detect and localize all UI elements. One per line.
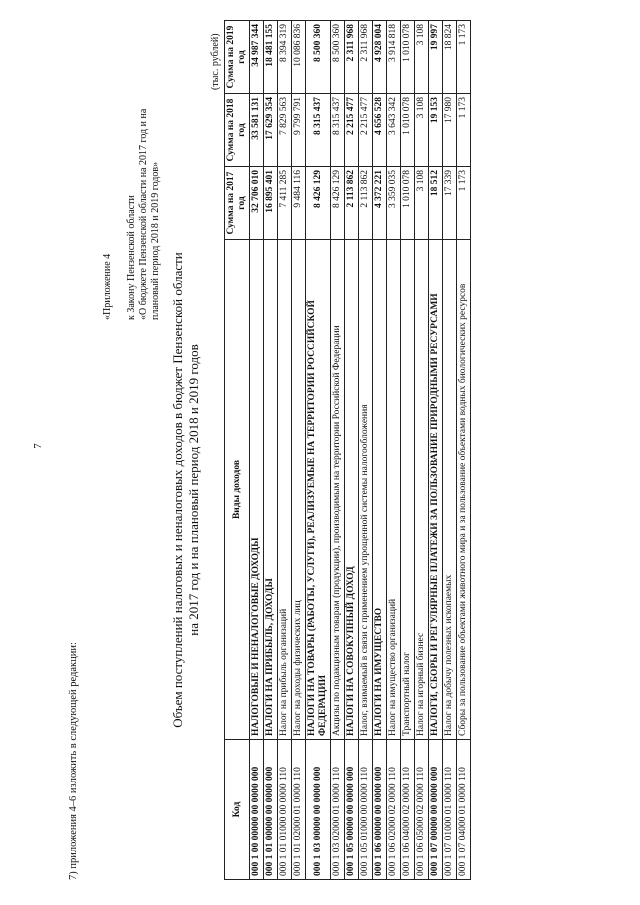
header-code: Код — [225, 740, 250, 880]
cell-y2017: 32 706 010 — [250, 167, 264, 240]
appendix-header — [102, 20, 162, 320]
budget-table — [224, 20, 471, 880]
cell-y2019: 3 914 818 — [387, 21, 401, 94]
header-2017: Сумма на 2017 год — [225, 167, 250, 240]
table-row — [457, 21, 471, 880]
table-header-row — [225, 21, 250, 880]
cell-y2018: 8 315 437 — [306, 94, 331, 167]
table-row — [387, 21, 401, 880]
cell-code: 000 1 07 01000 01 0000 110 — [443, 740, 457, 880]
cell-y2018: 3 643 342 — [387, 94, 401, 167]
cell-code: 000 1 01 01000 00 0000 110 — [278, 740, 292, 880]
appendix-line-2: «О бюджете Пензенской области на 2017 год и на — [138, 108, 149, 320]
cell-y2018: 2 215 477 — [345, 94, 359, 167]
table-row — [331, 21, 345, 880]
cell-code: 000 1 03 00000 00 0000 000 — [306, 740, 331, 880]
appendix-line-3: плановый период 2018 и 2019 годов» — [150, 161, 161, 320]
table-row — [278, 21, 292, 880]
cell-y2018: 19 153 — [429, 94, 443, 167]
cell-y2017: 3 359 035 — [387, 167, 401, 240]
cell-name: НАЛОГИ НА ТОВАРЫ (РАБОТЫ, УСЛУГИ), РЕАЛИЗУЕМЫЕ НА ТЕРРИТОРИИ РОССИЙСКОЙ ФЕДЕРАЦИИ — [306, 240, 331, 740]
cell-name: Налог на доходы физических лиц — [292, 240, 306, 740]
cell-code: 000 1 00 00000 00 0000 000 — [250, 740, 264, 880]
cell-y2018: 17 980 — [443, 94, 457, 167]
cell-y2018: 9 799 791 — [292, 94, 306, 167]
cell-code: 000 1 01 00000 00 0000 000 — [264, 740, 278, 880]
document-title — [170, 170, 202, 810]
cell-code: 000 1 03 02000 01 0000 110 — [331, 740, 345, 880]
cell-name: Налог на игорный бизнес — [415, 240, 429, 740]
table-row — [250, 21, 264, 880]
cell-name: Акцизы по подакцизным товарам (продукции), производимым на территории Российской Федерации — [331, 240, 345, 740]
page-number: 7 — [32, 443, 44, 449]
cell-y2019: 8 394 319 — [278, 21, 292, 94]
intro-text: 7) приложения 4–6 изложить в следующей редакции: — [68, 642, 79, 880]
header-2018: Сумма на 2018 год — [225, 94, 250, 167]
table-row — [401, 21, 415, 880]
cell-name: НАЛОГИ НА СОВОКУПНЫЙ ДОХОД — [345, 240, 359, 740]
cell-y2018: 4 656 528 — [373, 94, 387, 167]
cell-y2019: 19 997 — [429, 21, 443, 94]
cell-y2019: 18 824 — [443, 21, 457, 94]
cell-y2019: 8 500 360 — [306, 21, 331, 94]
cell-name: НАЛОГИ НА ИМУЩЕСТВО — [373, 240, 387, 740]
cell-y2019: 10 086 836 — [292, 21, 306, 94]
cell-y2019: 34 987 344 — [250, 21, 264, 94]
cell-y2017: 4 372 221 — [373, 167, 387, 240]
cell-y2018: 2 215 477 — [359, 94, 373, 167]
cell-code: 000 1 06 02000 02 0000 110 — [387, 740, 401, 880]
cell-y2018: 1 173 — [457, 94, 471, 167]
cell-name: НАЛОГИ, СБОРЫ И РЕГУЛЯРНЫЕ ПЛАТЕЖИ ЗА ПОЛЬЗОВАНИЕ ПРИРОДНЫМИ РЕСУРСАМИ — [429, 240, 443, 740]
header-2019: Сумма на 2019 год — [225, 21, 250, 94]
cell-name: Налог на имущество организаций — [387, 240, 401, 740]
table-row — [345, 21, 359, 880]
cell-y2018: 8 315 437 — [331, 94, 345, 167]
cell-y2019: 1 010 078 — [401, 21, 415, 94]
table-body — [250, 21, 471, 880]
cell-y2017: 2 113 862 — [345, 167, 359, 240]
table-row — [443, 21, 457, 880]
cell-code: 000 1 01 02000 01 0000 110 — [292, 740, 306, 880]
cell-name: Налог на прибыль организаций — [278, 240, 292, 740]
cell-y2018: 33 581 131 — [250, 94, 264, 167]
units-label: (тыс. рублей) — [210, 33, 221, 90]
header-name: Виды доходов — [225, 240, 250, 740]
cell-y2017: 3 108 — [415, 167, 429, 240]
cell-y2018: 17 629 354 — [264, 94, 278, 167]
cell-y2017: 18 512 — [429, 167, 443, 240]
cell-y2018: 7 829 563 — [278, 94, 292, 167]
cell-y2017: 17 339 — [443, 167, 457, 240]
table-row — [264, 21, 278, 880]
document-title-line-1: Объем поступлений налоговых и неналоговых доходов в бюджет Пензенской области — [170, 252, 185, 728]
table-row — [306, 21, 331, 880]
cell-y2018: 1 010 078 — [401, 94, 415, 167]
appendix-line-1: к Закону Пензенской области — [126, 195, 137, 320]
table-row — [292, 21, 306, 880]
cell-y2017: 7 411 285 — [278, 167, 292, 240]
cell-code: 000 1 05 01000 00 0000 110 — [359, 740, 373, 880]
cell-y2019: 3 108 — [415, 21, 429, 94]
cell-y2017: 9 484 116 — [292, 167, 306, 240]
cell-code: 000 1 07 04000 01 0000 110 — [457, 740, 471, 880]
cell-name: Налог, взимаемый в связи с применением упрощенной системы налогообложения — [359, 240, 373, 740]
cell-code: 000 1 05 00000 00 0000 000 — [345, 740, 359, 880]
cell-y2018: 3 108 — [415, 94, 429, 167]
table-row — [415, 21, 429, 880]
cell-name: Налог на добычу полезных ископаемых — [443, 240, 457, 740]
document-title-line-2: на 2017 год и на плановый период 2018 и 2019 годов — [186, 344, 201, 636]
cell-y2019: 2 311 968 — [359, 21, 373, 94]
cell-name: НАЛОГОВЫЕ И НЕНАЛОГОВЫЕ ДОХОДЫ — [250, 240, 264, 740]
table-row — [373, 21, 387, 880]
appendix-title: «Приложение 4 — [102, 253, 113, 320]
cell-name: Сборы за пользование объектами животного мира и за пользование объектами водных биологических ресурсов — [457, 240, 471, 740]
cell-y2019: 2 311 968 — [345, 21, 359, 94]
cell-y2019: 18 481 155 — [264, 21, 278, 94]
cell-y2019: 8 500 360 — [331, 21, 345, 94]
cell-y2017: 2 113 862 — [359, 167, 373, 240]
table-row — [359, 21, 373, 880]
table-row — [429, 21, 443, 880]
cell-code: 000 1 07 00000 00 0000 000 — [429, 740, 443, 880]
cell-y2019: 4 928 004 — [373, 21, 387, 94]
cell-code: 000 1 06 00000 00 0000 000 — [373, 740, 387, 880]
cell-name: НАЛОГИ НА ПРИБЫЛЬ, ДОХОДЫ — [264, 240, 278, 740]
cell-y2017: 16 895 401 — [264, 167, 278, 240]
cell-code: 000 1 06 05000 02 0000 110 — [415, 740, 429, 880]
cell-name: Транспортный налог — [401, 240, 415, 740]
cell-y2017: 1 010 078 — [401, 167, 415, 240]
cell-y2017: 8 426 129 — [331, 167, 345, 240]
cell-code: 000 1 06 04000 02 0000 110 — [401, 740, 415, 880]
rotated-page-content — [60, 20, 610, 880]
cell-y2019: 1 173 — [457, 21, 471, 94]
cell-y2017: 8 426 129 — [306, 167, 331, 240]
cell-y2017: 1 173 — [457, 167, 471, 240]
